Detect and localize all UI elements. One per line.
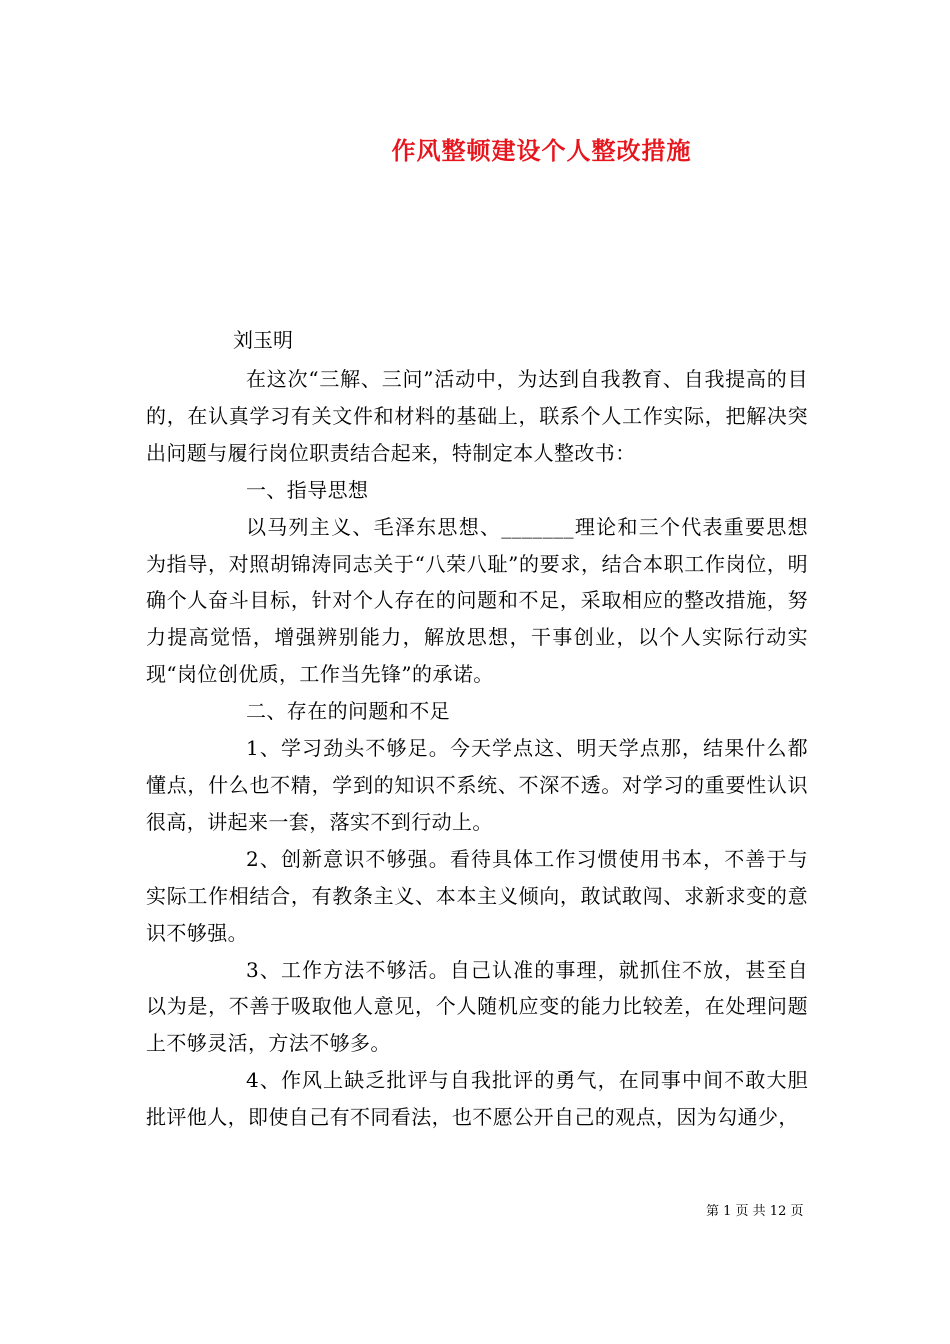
document-body [146, 361, 808, 1136]
heading-guiding-thought: 一、指导思想 [246, 477, 369, 502]
paragraph-guiding-thought: 以马列主义、毛泽东思想、_______理论和三个代表重要思想为指导，对照胡锦涛同志关于“八荣八耻”的要求，结合本职工作岗位，明确个人奋斗目标，针对个人存在的问题和不足，采取相应的整改措施，努力提高觉悟，增强辨别能力，解放思想，干事创业，以个人实际行动实现“岗位创优质，工作当先锋”的承诺。 [146, 514, 808, 687]
heading-problems: 二、存在的问题和不足 [246, 699, 450, 724]
paragraph-problem-3: 3、工作方法不够活。自己认准的事理，就抓住不放，甚至自以为是，不善于吸取他人意见，个人随机应变的能力比较差，在处理问题上不够灵活，方法不够多。 [146, 957, 808, 1056]
paragraph-problem-4: 4、作风上缺乏批评与自我批评的勇气，在同事中间不敢大胆批评他人，即使自己有不同看法，也不愿公开自己的观点，因为勾通少， [146, 1068, 808, 1130]
page-number-footer: 第 1 页 共 12 页 [706, 1204, 804, 1219]
paragraph-problem-1: 1、学习劲头不够足。今天学点这、明天学点那，结果什么都懂点，什么也不精，学到的知识不系统、不深不透。对学习的重要性认识很高，讲起来一套，落实不到行动上。 [146, 736, 808, 834]
author-name: 刘玉明 [233, 328, 293, 352]
paragraph-intro: 在这次“三解、三问”活动中，为达到自我教育、自我提高的目的，在认真学习有关文件和材料的基础上，联系个人工作实际，把解决突出问题与履行岗位职责结合起来，特制定本人整改书： [146, 367, 808, 465]
paragraph-problem-2: 2、创新意识不够强。看待具体工作习惯使用书本，不善于与实际工作相结合，有教条主义、本本主义倾向，敢试敢闯、求新求变的意识不够强。 [146, 846, 808, 945]
page-title: 作风整顿建设个人整改措施 [391, 136, 692, 165]
